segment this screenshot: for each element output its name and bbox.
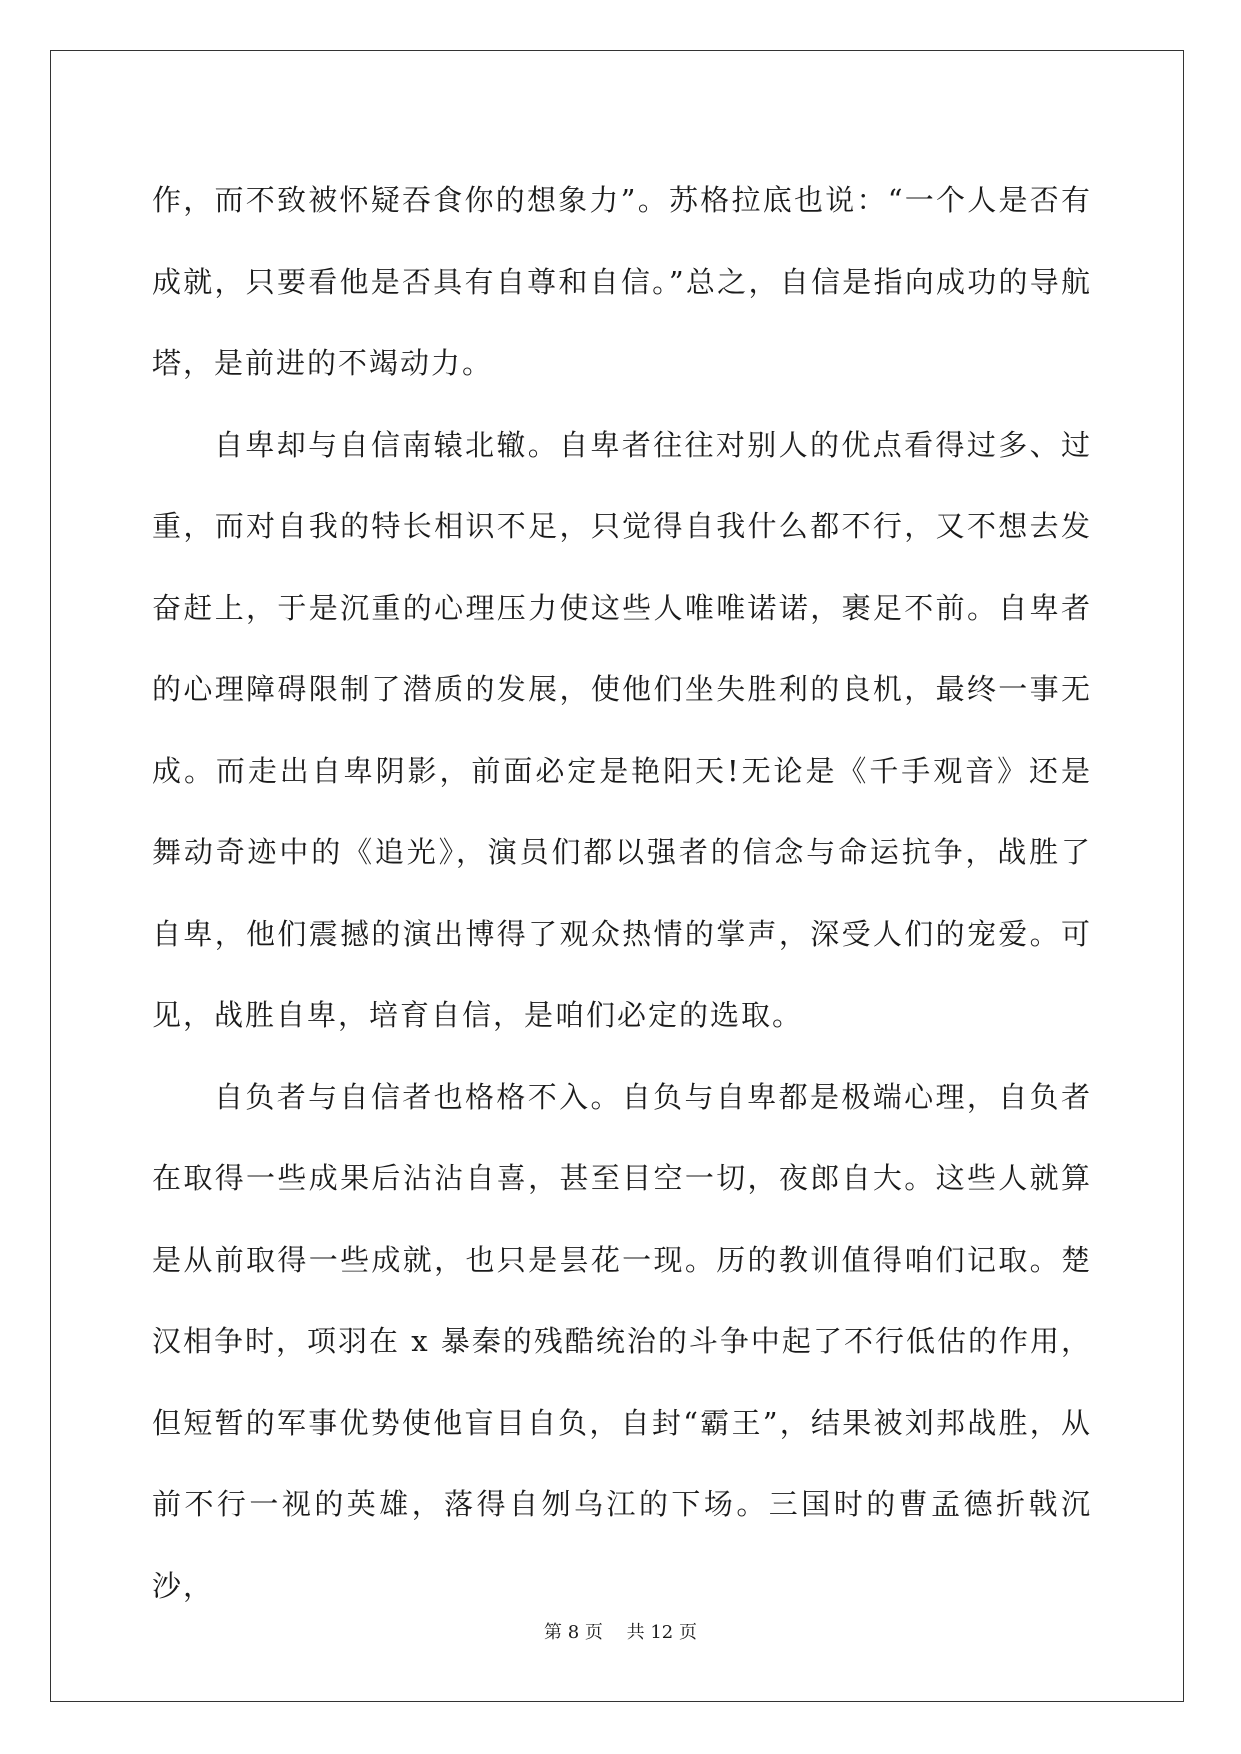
- paragraph-3: 自负者与自信者也格格不入。自负与自卑都是极端心理，自负者在取得一些成果后沾沾自喜，甚至目空一切，夜郎自大。这些人就算是从前取得一些成就，也只是昙花一现。历的教训值得咱们记取。楚汉相争时，项羽在 x 暴秦的残酷统治的斗争中起了不行低估的作用，但短暂的军事优势使他盲目自负，自封“霸王”，结果被刘邦战胜，从前不行一视的英雄，落得自刎乌江的下场。三国时的曹孟德折戟沉沙，: [152, 1079, 1092, 1603]
- page-footer: 第 8 页 共 12 页: [544, 1622, 697, 1643]
- paragraph-1: 作，而不致被怀疑吞食你的想象力”。苏格拉底也说：“一个人是否有成就，只要看他是否具有自尊和自信。”总之，自信是指向成功的导航塔，是前进的不竭动力。: [152, 183, 1092, 380]
- document-body: [152, 160, 1092, 1627]
- paragraph-2: 自卑却与自信南辕北辙。自卑者往往对别人的优点看得过多、过重，而对自我的特长相识不足，只觉得自我什么都不行，又不想去发奋赶上，于是沉重的心理压力使这些人唯唯诺诺，裹足不前。自卑者的心理障碍限制了潜质的发展，使他们坐失胜利的良机，最终一事无成。而走出自卑阴影，前面必定是艳阳天!无论是《千手观音》还是舞动奇迹中的《追光》，演员们都以强者的信念与命运抗争，战胜了自卑，他们震撼的演出博得了观众热情的掌声，深受人们的宠爱。可见，战胜自卑，培育自信，是咱们必定的选取。: [152, 427, 1092, 1032]
